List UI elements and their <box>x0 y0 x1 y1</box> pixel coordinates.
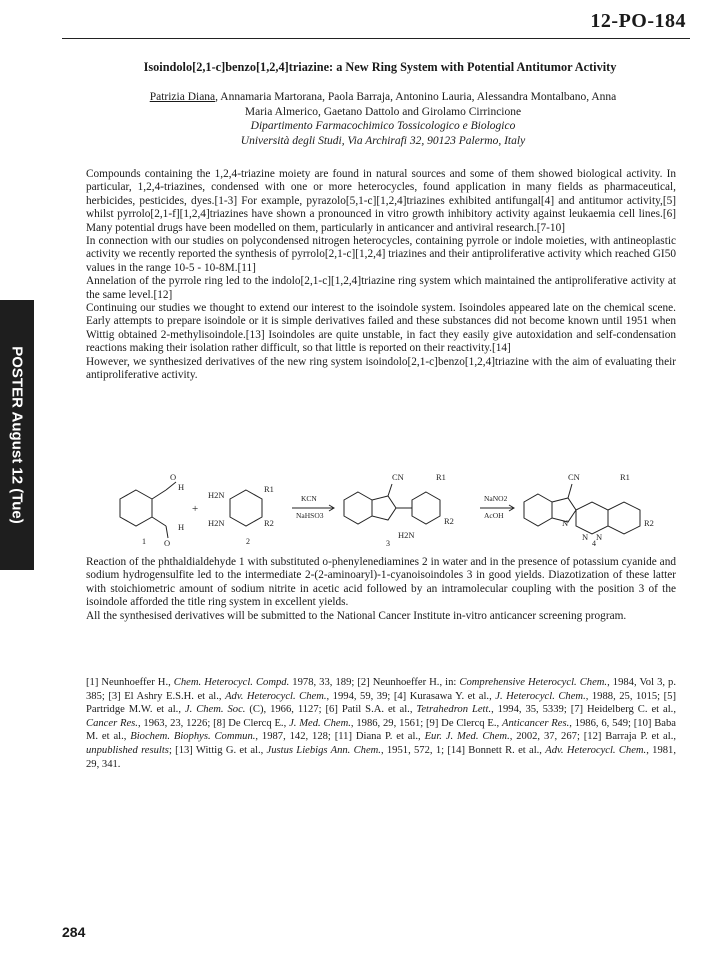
cmp4-label-r1: R1 <box>620 472 630 482</box>
cmp4-aryl-ring <box>608 502 640 534</box>
cmp1-label-h-bottom: H <box>178 522 185 532</box>
cmp4-label-n2: N <box>582 532 589 542</box>
side-tab <box>0 300 34 570</box>
intro-text <box>86 168 676 383</box>
authors-line2: Maria Almerico, Gaetano Dattolo and Girolamo Cirrincione <box>244 105 522 118</box>
ref-text: , 2002, 37, 267; [12] Barraja P. et al., <box>509 731 677 743</box>
authors-block <box>80 90 686 148</box>
ref-text: , 1984, Vol 3, p. 385; [3] El Ashry E.S.H. et al., <box>86 677 677 702</box>
compound-number-2: 2 <box>246 537 250 546</box>
ref-text: , 1994, 35, 5339; [7] Heidelberg C. et al., <box>491 704 676 716</box>
paragraph-3: Annelation of the pyrrole ring led to the indolo[2,1-c][1,2,4]triazine ring system which maintained the antiproliferative activity at the same level.[12] <box>86 275 676 301</box>
cmp3-pyrrole-ring <box>372 496 396 520</box>
cmp3-label-cn: CN <box>392 472 404 482</box>
ref-journal: J. Med. Chem. <box>289 717 351 729</box>
cmp1-benzene-ring <box>120 490 152 526</box>
poster-code: 12-PO-184 <box>590 10 686 32</box>
ref-text: , 1986, 6, 549; [10] Baba M. et al., <box>86 717 677 743</box>
cmp3-label-r2: R2 <box>444 516 454 526</box>
affiliation-dept: Dipartimento Farmacochimico Tossicologico e Biologico <box>250 120 516 132</box>
page-number: 284 <box>62 924 86 940</box>
paragraph-7: All the synthesised derivatives will be submitted to the National Cancer Institute in-vitro anticancer screening program. <box>86 609 627 622</box>
cmp3-label-r1: R1 <box>436 472 446 482</box>
cmp4-label-n3: N <box>596 532 603 542</box>
header-rule <box>62 38 690 39</box>
cmp2-label-r2: R2 <box>264 518 274 528</box>
compound-number-1: 1 <box>142 537 146 546</box>
plus-sign: + <box>192 503 199 515</box>
compound-number-3: 3 <box>386 539 390 546</box>
ref-text: , 1981, 29, 341. <box>86 744 676 770</box>
reagent-nahso3: NaHSO3 <box>296 511 324 520</box>
ref-journal: Adv. Heterocycl. Chem. <box>545 744 647 756</box>
paragraph-6: Reaction of the phthaldialdehyde 1 with substituted o-phenylenediamines 2 in water and in the presence of potassium cyanide and sodium hydrogensulfite led to the intermediate 2-(2-aminoaryl)-1-cyanoisoindoles 3 in good yields. Diazotization of these latter with stoichiometric amount of sodium nitrite in acetic acid followed by an intramolecular coupling with the position 3 of the isoindole afforded the title ring system in excellent yields. <box>86 556 676 609</box>
cmp4-label-cn: CN <box>568 472 580 482</box>
reaction-scheme <box>96 468 676 546</box>
reagent-kcn: KCN <box>301 494 317 503</box>
reagent-acoh: AcOH <box>484 511 504 520</box>
cmp1-label-h-top: H <box>178 482 185 492</box>
ref-text: , 1988, 25, 1015; [5] Partridge M.W. et al., <box>86 690 676 716</box>
ref-journal: Eur. J. Med. Chem. <box>424 731 510 743</box>
ref-journal: J. Heterocycl. Chem. <box>495 690 586 702</box>
ref-text: , 1994, 59, 39; [4] Kurasawa Y. et al., <box>326 690 496 702</box>
reagent-nano2: NaNO2 <box>484 494 508 503</box>
paragraph-1: Compounds containing the 1,2,4-triazine moiety are found in natural sources and some of them showed biological activity. In particular, 1,2,4-triazines, condensed with one or more heterocycles, found application in many fields as pharmaceutical, herbicides, pesticides, dyes.[1-3] For example, pyrazolo[5,1-c][1,2,4]triazines exhibited antifungal[4] and antitumor activity,[5] whilst pyrrolo[2,1-f][1,2,4]triazines have shown a pronounced in vitro growth inhibitory activity against leukaemia cell lines.[6] Many potential drugs have been modelled on them, particularly in anticancer and antiviral research.[7-10] <box>86 168 676 234</box>
paper-title: Isoindolo[2,1-c]benzo[1,2,4]triazine: a New Ring System with Potential Antitumor Activity <box>143 60 617 74</box>
ref-journal: Justus Liebigs Ann. Chem. <box>266 744 381 756</box>
ref-text: 1978, 33, 189; [2] Neunhoeffer H., in: <box>289 677 460 688</box>
cmp2-benzene-ring <box>230 490 262 526</box>
compound-number-4: 4 <box>592 539 596 546</box>
presenting-author: Patrizia Diana <box>149 91 216 103</box>
cmp4-triazine-ring <box>576 502 608 534</box>
cmp4-benzene-ring <box>524 494 552 526</box>
ref-journal: J. Chem. Soc. <box>184 704 246 716</box>
ref-journal: Cancer Res. <box>86 717 138 729</box>
authors-line1: , Annamaria Martorana, Paola Barraja, Antonino Lauria, Alessandra Montalbano, Anna <box>215 91 617 103</box>
results-text <box>86 556 676 623</box>
cmp2-label-nh2-bottom: H2N <box>208 518 225 528</box>
paragraph-4: Continuing our studies we thought to extend our interest to the isoindole system. Isoindoles appeared late on the chemical scene. Early attempts to prepare isoindole or it is simple derivatives failed and these substances did not become known until 1951 when Wittig obtained 2-methylisoindole.[13] Isoindoles are quite unstable, in fact they easily give autoxidation and self-condensation reactions making their isolation rather difficult, so that little is reported on their reactivity.[14] <box>86 302 676 355</box>
affiliation-univ: Università degli Studi, Via Archirafi 32, 90123 Palermo, Italy <box>240 134 526 147</box>
ref-journal: Adv. Heterocycl. Chem. <box>225 690 327 702</box>
cmp1-label-o-top: O <box>170 472 177 482</box>
cmp2-label-r1: R1 <box>264 484 274 494</box>
cmp1-label-o-bottom: O <box>164 538 171 546</box>
paragraph-2: In connection with our studies on polycondensed nitrogen heterocycles, containing pyrrole or indole moieties, with antineoplastic activity we recently reported the synthesis of pyrrolo[2,1-c][1,2,4] triazines and their antiproliferative activity which reached GI50 values in the range 10-5 - 10-8M.[11] <box>86 235 676 274</box>
ref-journal: Biochem. Biophys. Commun. <box>130 731 256 743</box>
ref-text: , 1951, 572, 1; [14] Bonnett R. et al., <box>380 744 546 756</box>
references <box>86 676 676 771</box>
ref-journal: Anticancer Res. <box>502 717 570 729</box>
paragraph-5: However, we synthesized derivatives of the new ring system isoindolo[2,1-c]benzo[1,2,4]triazine with the aim of evaluating their antiproliferative activity. <box>86 355 676 382</box>
cmp3-aryl-ring <box>412 492 440 524</box>
cmp4-label-r2: R2 <box>644 518 654 528</box>
ref-journal: Chem. Heterocycl. Compd. <box>173 677 290 688</box>
ref-text: ; [13] Wittig G. et al., <box>168 744 267 756</box>
ref-text: [1] Neunhoeffer H., <box>86 677 174 688</box>
ref-journal: Tetrahedron Lett. <box>416 704 492 716</box>
cmp3-label-nh2: H2N <box>398 530 415 540</box>
cmp2-label-nh2-top: H2N <box>208 490 225 500</box>
cmp4-label-n1: N <box>562 518 569 528</box>
ref-text: (C), 1966, 1127; [6] Patil S.A. et al., <box>245 704 417 716</box>
ref-text: , 1986, 29, 1561; [9] De Clercq E., <box>350 717 502 729</box>
ref-journal: unpublished results <box>86 744 169 756</box>
side-tab-label: POSTER August 12 (Tue) <box>8 346 26 524</box>
ref-journal: Comprehensive Heterocycl. Chem. <box>459 677 608 688</box>
ref-text: , 1963, 23, 1226; [8] De Clercq E., <box>137 717 290 729</box>
ref-text: , 1987, 142, 128; [11] Diana P. et al., <box>255 731 425 743</box>
cmp3-benzene-ring <box>344 492 372 524</box>
